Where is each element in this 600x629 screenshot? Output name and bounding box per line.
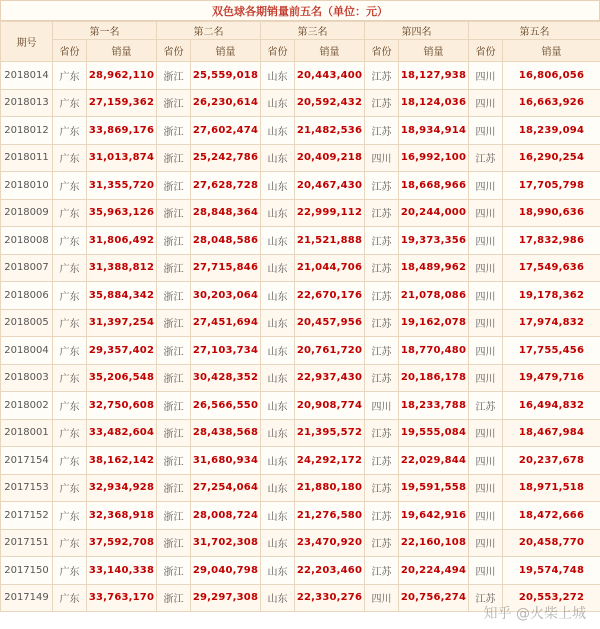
sales-cell: 27,451,694 — [191, 309, 261, 337]
sales-cell: 21,395,572 — [295, 419, 365, 447]
province-cell: 广东 — [53, 419, 87, 447]
province-cell: 浙江 — [157, 144, 191, 172]
sales-cell: 21,276,580 — [295, 502, 365, 530]
rank-header: 第四名 — [365, 22, 469, 40]
province-cell: 山东 — [261, 144, 295, 172]
sales-header: 销量 — [191, 40, 261, 62]
province-cell: 浙江 — [157, 254, 191, 282]
province-cell: 江苏 — [365, 172, 399, 200]
province-cell: 山东 — [261, 392, 295, 420]
sales-cell: 28,962,110 — [87, 62, 157, 90]
province-cell: 山东 — [261, 227, 295, 255]
table-header — [1, 22, 600, 62]
sales-cell: 20,244,000 — [399, 199, 469, 227]
province-cell: 广东 — [53, 337, 87, 365]
province-header: 省份 — [157, 40, 191, 62]
table-row — [1, 254, 600, 282]
province-cell: 江苏 — [365, 364, 399, 392]
sales-cell: 29,297,308 — [191, 584, 261, 612]
sales-cell: 30,203,064 — [191, 282, 261, 310]
sales-cell: 21,044,706 — [295, 254, 365, 282]
table-row — [1, 172, 600, 200]
sales-cell: 22,029,844 — [399, 447, 469, 475]
table-row — [1, 89, 600, 117]
sales-cell: 38,162,142 — [87, 447, 157, 475]
province-cell: 四川 — [469, 172, 503, 200]
province-cell: 四川 — [469, 447, 503, 475]
province-cell: 浙江 — [157, 502, 191, 530]
period-cell: 2017151 — [1, 529, 53, 557]
sales-cell: 20,186,178 — [399, 364, 469, 392]
province-cell: 浙江 — [157, 227, 191, 255]
table-row — [1, 62, 600, 90]
sales-cell: 22,160,108 — [399, 529, 469, 557]
sales-cell: 20,756,274 — [399, 584, 469, 612]
province-cell: 广东 — [53, 62, 87, 90]
sales-cell: 33,869,176 — [87, 117, 157, 145]
province-cell: 浙江 — [157, 337, 191, 365]
sales-cell: 19,178,362 — [503, 282, 600, 310]
province-cell: 江苏 — [365, 89, 399, 117]
sales-cell: 18,971,518 — [503, 474, 600, 502]
province-cell: 江苏 — [469, 144, 503, 172]
sales-cell: 16,663,926 — [503, 89, 600, 117]
province-cell: 广东 — [53, 502, 87, 530]
province-cell: 四川 — [365, 392, 399, 420]
period-cell: 2017153 — [1, 474, 53, 502]
sales-cell: 19,373,356 — [399, 227, 469, 255]
table-row — [1, 227, 600, 255]
watermark: 知乎 @火柴上城 — [483, 606, 586, 622]
sales-cell: 18,239,094 — [503, 117, 600, 145]
table-row — [1, 392, 600, 420]
province-cell: 山东 — [261, 447, 295, 475]
rank-header: 第一名 — [53, 22, 157, 40]
period-cell: 2018004 — [1, 337, 53, 365]
province-cell: 广东 — [53, 117, 87, 145]
page-title: 双色球各期销量前五名（单位：元） — [0, 0, 600, 21]
province-cell: 山东 — [261, 282, 295, 310]
province-cell: 浙江 — [157, 199, 191, 227]
province-cell: 山东 — [261, 89, 295, 117]
province-cell: 江苏 — [365, 254, 399, 282]
table-row — [1, 584, 600, 612]
province-cell: 江苏 — [365, 502, 399, 530]
table-row — [1, 502, 600, 530]
province-cell: 江苏 — [365, 529, 399, 557]
period-cell: 2018003 — [1, 364, 53, 392]
sales-cell: 21,880,180 — [295, 474, 365, 502]
sales-cell: 18,934,914 — [399, 117, 469, 145]
sales-cell: 31,355,720 — [87, 172, 157, 200]
sales-cell: 18,124,036 — [399, 89, 469, 117]
sales-cell: 37,592,708 — [87, 529, 157, 557]
province-cell: 山东 — [261, 117, 295, 145]
table-row — [1, 309, 600, 337]
sales-cell: 18,472,666 — [503, 502, 600, 530]
province-header: 省份 — [365, 40, 399, 62]
province-cell: 浙江 — [157, 557, 191, 585]
sales-cell: 24,292,172 — [295, 447, 365, 475]
sales-cell: 18,990,636 — [503, 199, 600, 227]
sales-cell: 32,750,608 — [87, 392, 157, 420]
province-header: 省份 — [261, 40, 295, 62]
sales-cell: 27,715,846 — [191, 254, 261, 282]
sales-cell: 16,290,254 — [503, 144, 600, 172]
sales-cell: 27,254,064 — [191, 474, 261, 502]
sales-cell: 27,103,734 — [191, 337, 261, 365]
period-cell: 2018001 — [1, 419, 53, 447]
table-row — [1, 144, 600, 172]
province-cell: 山东 — [261, 419, 295, 447]
sales-cell: 33,763,170 — [87, 584, 157, 612]
sales-cell: 30,428,352 — [191, 364, 261, 392]
province-cell: 四川 — [469, 199, 503, 227]
province-cell: 山东 — [261, 62, 295, 90]
province-cell: 江苏 — [365, 117, 399, 145]
province-cell: 广东 — [53, 89, 87, 117]
table-body — [1, 62, 600, 612]
province-cell: 江苏 — [365, 62, 399, 90]
sales-cell: 31,702,308 — [191, 529, 261, 557]
period-cell: 2018005 — [1, 309, 53, 337]
sales-header: 销量 — [503, 40, 600, 62]
province-cell: 广东 — [53, 364, 87, 392]
province-cell: 四川 — [365, 584, 399, 612]
province-cell: 广东 — [53, 172, 87, 200]
sales-cell: 17,755,456 — [503, 337, 600, 365]
province-cell: 广东 — [53, 199, 87, 227]
sales-cell: 19,555,084 — [399, 419, 469, 447]
sales-cell: 20,458,770 — [503, 529, 600, 557]
province-cell: 广东 — [53, 227, 87, 255]
province-cell: 四川 — [469, 557, 503, 585]
period-cell: 2018008 — [1, 227, 53, 255]
province-cell: 浙江 — [157, 172, 191, 200]
province-cell: 广东 — [53, 447, 87, 475]
period-cell: 2017152 — [1, 502, 53, 530]
province-cell: 江苏 — [365, 557, 399, 585]
province-cell: 浙江 — [157, 282, 191, 310]
rank-header: 第五名 — [469, 22, 600, 40]
province-cell: 四川 — [469, 62, 503, 90]
sales-cell: 18,489,962 — [399, 254, 469, 282]
province-header: 省份 — [53, 40, 87, 62]
table-row — [1, 557, 600, 585]
sales-header: 销量 — [399, 40, 469, 62]
province-cell: 四川 — [469, 474, 503, 502]
sales-cell: 22,330,276 — [295, 584, 365, 612]
province-cell: 山东 — [261, 309, 295, 337]
province-cell: 江苏 — [365, 309, 399, 337]
sales-cell: 17,549,636 — [503, 254, 600, 282]
period-cell: 2018014 — [1, 62, 53, 90]
table-row — [1, 337, 600, 365]
sales-cell: 31,388,812 — [87, 254, 157, 282]
sales-cell: 26,230,614 — [191, 89, 261, 117]
province-cell: 浙江 — [157, 474, 191, 502]
sales-cell: 17,705,798 — [503, 172, 600, 200]
sales-table — [0, 21, 600, 612]
province-cell: 浙江 — [157, 529, 191, 557]
province-cell: 四川 — [469, 254, 503, 282]
sales-cell: 18,770,480 — [399, 337, 469, 365]
province-cell: 浙江 — [157, 584, 191, 612]
province-cell: 江苏 — [365, 337, 399, 365]
sales-cell: 21,078,086 — [399, 282, 469, 310]
sales-cell: 19,162,078 — [399, 309, 469, 337]
table-row — [1, 364, 600, 392]
sales-cell: 28,848,364 — [191, 199, 261, 227]
sales-cell: 27,602,474 — [191, 117, 261, 145]
province-cell: 山东 — [261, 529, 295, 557]
province-cell: 广东 — [53, 529, 87, 557]
sales-cell: 33,140,338 — [87, 557, 157, 585]
sales-cell: 31,680,934 — [191, 447, 261, 475]
sales-cell: 26,566,550 — [191, 392, 261, 420]
sales-cell: 25,559,018 — [191, 62, 261, 90]
period-cell: 2018013 — [1, 89, 53, 117]
table-row — [1, 282, 600, 310]
sales-cell: 33,482,604 — [87, 419, 157, 447]
period-cell: 2018007 — [1, 254, 53, 282]
sales-cell: 20,761,720 — [295, 337, 365, 365]
province-cell: 四川 — [469, 419, 503, 447]
province-cell: 广东 — [53, 557, 87, 585]
province-cell: 四川 — [469, 282, 503, 310]
period-cell: 2017149 — [1, 584, 53, 612]
province-cell: 广东 — [53, 282, 87, 310]
province-cell: 四川 — [469, 364, 503, 392]
province-cell: 江苏 — [469, 392, 503, 420]
province-cell: 山东 — [261, 474, 295, 502]
sales-cell: 28,048,586 — [191, 227, 261, 255]
province-cell: 四川 — [469, 502, 503, 530]
province-cell: 江苏 — [365, 282, 399, 310]
sales-cell: 17,974,832 — [503, 309, 600, 337]
sales-cell: 19,479,716 — [503, 364, 600, 392]
period-cell: 2018009 — [1, 199, 53, 227]
sales-cell: 20,443,400 — [295, 62, 365, 90]
province-cell: 山东 — [261, 254, 295, 282]
sales-cell: 16,494,832 — [503, 392, 600, 420]
sales-cell: 18,668,966 — [399, 172, 469, 200]
sales-cell: 20,908,774 — [295, 392, 365, 420]
province-cell: 浙江 — [157, 117, 191, 145]
province-cell: 广东 — [53, 144, 87, 172]
sales-cell: 28,008,724 — [191, 502, 261, 530]
sales-cell: 22,937,430 — [295, 364, 365, 392]
period-cell: 2017150 — [1, 557, 53, 585]
sales-cell: 17,832,986 — [503, 227, 600, 255]
province-cell: 浙江 — [157, 447, 191, 475]
sales-cell: 22,670,176 — [295, 282, 365, 310]
sales-cell: 20,409,218 — [295, 144, 365, 172]
sales-cell: 20,592,432 — [295, 89, 365, 117]
province-cell: 四川 — [469, 309, 503, 337]
sales-cell: 21,482,536 — [295, 117, 365, 145]
sales-cell: 35,884,342 — [87, 282, 157, 310]
province-cell: 广东 — [53, 254, 87, 282]
period-cell: 2018002 — [1, 392, 53, 420]
province-cell: 江苏 — [365, 199, 399, 227]
sales-cell: 35,963,126 — [87, 199, 157, 227]
table-row — [1, 529, 600, 557]
sales-cell: 35,206,548 — [87, 364, 157, 392]
sales-cell: 29,357,402 — [87, 337, 157, 365]
sales-cell: 31,013,874 — [87, 144, 157, 172]
table-row — [1, 199, 600, 227]
rank-header: 第二名 — [157, 22, 261, 40]
sales-cell: 22,999,112 — [295, 199, 365, 227]
period-cell: 2018012 — [1, 117, 53, 145]
period-cell: 2018010 — [1, 172, 53, 200]
province-cell: 四川 — [469, 337, 503, 365]
province-cell: 浙江 — [157, 419, 191, 447]
province-cell: 四川 — [469, 529, 503, 557]
sales-cell: 20,237,678 — [503, 447, 600, 475]
period-cell: 2018006 — [1, 282, 53, 310]
period-header: 期号 — [1, 22, 53, 62]
province-header: 省份 — [469, 40, 503, 62]
province-cell: 江苏 — [365, 447, 399, 475]
province-cell: 山东 — [261, 364, 295, 392]
province-cell: 广东 — [53, 309, 87, 337]
period-cell: 2018011 — [1, 144, 53, 172]
province-cell: 浙江 — [157, 364, 191, 392]
table-row — [1, 447, 600, 475]
province-cell: 四川 — [469, 227, 503, 255]
sales-cell: 20,467,430 — [295, 172, 365, 200]
sales-cell: 29,040,798 — [191, 557, 261, 585]
province-cell: 山东 — [261, 584, 295, 612]
sales-cell: 23,470,920 — [295, 529, 365, 557]
table-row — [1, 117, 600, 145]
sales-cell: 32,934,928 — [87, 474, 157, 502]
sales-cell: 19,574,748 — [503, 557, 600, 585]
sales-cell: 16,806,056 — [503, 62, 600, 90]
sales-cell: 21,521,888 — [295, 227, 365, 255]
province-cell: 江苏 — [365, 419, 399, 447]
province-cell: 浙江 — [157, 392, 191, 420]
sales-cell: 31,806,492 — [87, 227, 157, 255]
sales-cell: 18,127,938 — [399, 62, 469, 90]
sales-cell: 25,242,786 — [191, 144, 261, 172]
province-cell: 四川 — [469, 89, 503, 117]
sales-header: 销量 — [295, 40, 365, 62]
province-cell: 山东 — [261, 502, 295, 530]
province-cell: 广东 — [53, 474, 87, 502]
sales-cell: 16,992,100 — [399, 144, 469, 172]
table-row — [1, 419, 600, 447]
table-row — [1, 474, 600, 502]
sales-cell: 20,553,272 — [503, 584, 600, 612]
sales-header: 销量 — [87, 40, 157, 62]
province-cell: 广东 — [53, 584, 87, 612]
sales-cell: 18,467,984 — [503, 419, 600, 447]
sales-cell: 20,457,956 — [295, 309, 365, 337]
province-cell: 浙江 — [157, 89, 191, 117]
sales-cell: 27,159,362 — [87, 89, 157, 117]
sales-cell: 22,203,460 — [295, 557, 365, 585]
sales-cell: 20,224,494 — [399, 557, 469, 585]
province-cell: 江苏 — [365, 227, 399, 255]
rank-header: 第三名 — [261, 22, 365, 40]
province-cell: 广东 — [53, 392, 87, 420]
sales-cell: 28,438,568 — [191, 419, 261, 447]
sales-cell: 18,233,788 — [399, 392, 469, 420]
sales-cell: 19,642,916 — [399, 502, 469, 530]
sales-cell: 27,628,728 — [191, 172, 261, 200]
province-cell: 山东 — [261, 557, 295, 585]
province-cell: 山东 — [261, 199, 295, 227]
province-cell: 四川 — [365, 144, 399, 172]
province-cell: 江苏 — [469, 584, 503, 612]
sales-cell: 32,368,918 — [87, 502, 157, 530]
province-cell: 浙江 — [157, 309, 191, 337]
sales-cell: 31,397,254 — [87, 309, 157, 337]
period-cell: 2017154 — [1, 447, 53, 475]
province-cell: 山东 — [261, 172, 295, 200]
sales-cell: 19,591,558 — [399, 474, 469, 502]
province-cell: 四川 — [469, 117, 503, 145]
province-cell: 山东 — [261, 337, 295, 365]
province-cell: 浙江 — [157, 62, 191, 90]
province-cell: 江苏 — [365, 474, 399, 502]
